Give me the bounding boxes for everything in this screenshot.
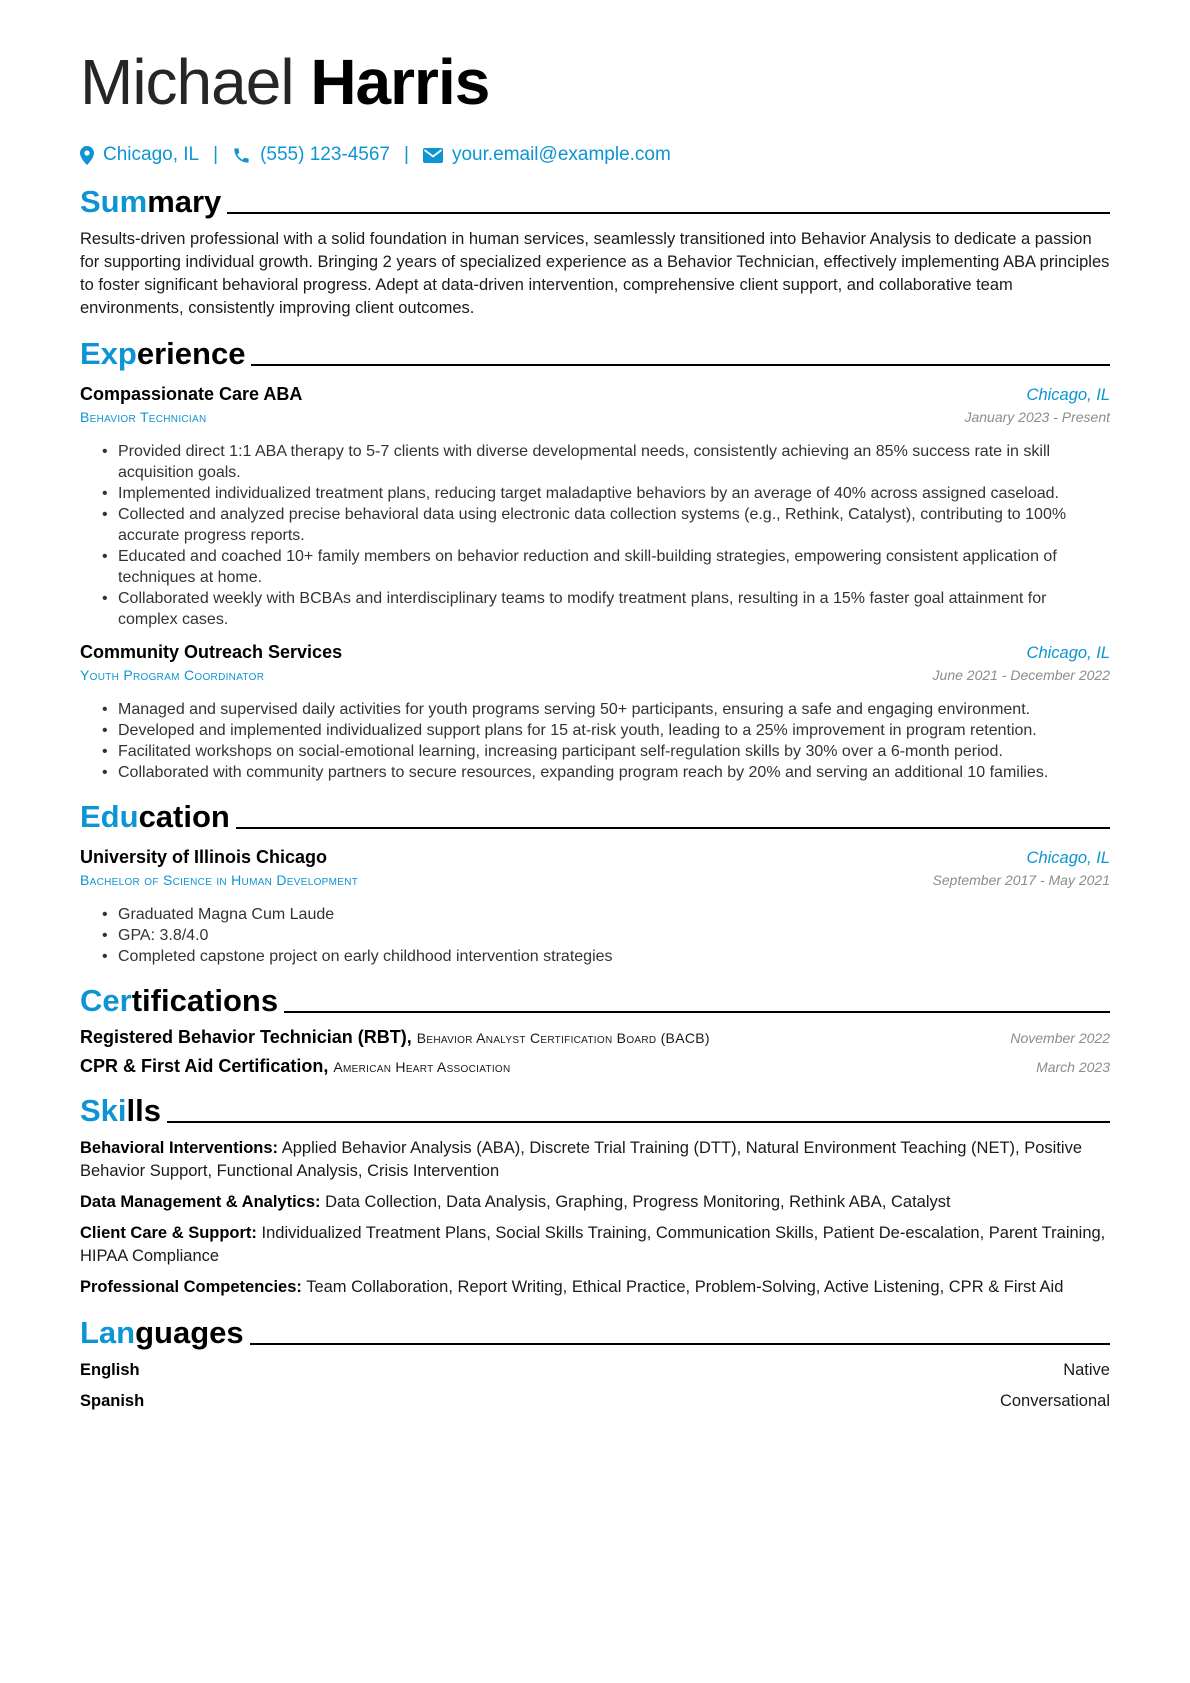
education-heading xyxy=(80,795,1110,835)
list-item: • Facilitated workshops on social-emotional learning, increasing participant self-regulation skills by 30% over a 6-month period. xyxy=(102,741,1110,762)
envelope-icon xyxy=(423,148,443,163)
job-organization: Compassionate Care ABA xyxy=(80,384,303,404)
section-title-rest: tifications xyxy=(131,983,279,1018)
job-dates: June 2021 - December 2022 xyxy=(932,667,1110,683)
section-title-accent: Cer xyxy=(80,983,132,1018)
comma: , xyxy=(323,1056,334,1076)
job-entry xyxy=(80,640,1110,783)
contact-separator: | xyxy=(404,144,409,165)
section-title xyxy=(80,1093,161,1129)
section-rule xyxy=(236,827,1110,829)
summary-text: Results-driven professional with a solid foundation in human services, seamlessly transitioned into Behavior Analysis to dedicate a passion for supporting individual growth. Bringing 2 years of specialized experience as a Behavior Technician, effectively implementing ABA principles to foster significant behavioral progress. Adept at data-driven intervention, comprehensive client support, and collaborative team environments, consistently improving client outcomes. xyxy=(80,230,1110,317)
list-item: • Collaborated weekly with BCBAs and interdisciplinary teams to modify treatment plans, resulting in a 15% faster goal attainment for complex cases. xyxy=(102,588,1110,630)
section-rule xyxy=(167,1121,1110,1123)
language-name: English xyxy=(80,1361,140,1379)
certification-item xyxy=(80,1056,1110,1077)
degree: Bachelor of Science in Human Development xyxy=(80,872,359,888)
last-name: Harris xyxy=(310,46,490,118)
section-title-rest: mary xyxy=(147,184,222,219)
list-item: • Developed and implemented individualized support plans for 15 at-risk youth, leading to a 25% improvement in program retention. xyxy=(102,720,1110,741)
section-title-accent: Lan xyxy=(80,1315,136,1350)
certification-name: Registered Behavior Technician (RBT) xyxy=(80,1027,407,1047)
certification-issuer: Behavior Analyst Certification Board (BACB) xyxy=(416,1030,710,1046)
section-rule xyxy=(284,1011,1110,1013)
skill-value: Data Collection, Data Analysis, Graphing, Progress Monitoring, Rethink ABA, Catalyst xyxy=(325,1193,951,1211)
certification-issuer: American Heart Association xyxy=(333,1059,511,1075)
list-item: • Collaborated with community partners to secure resources, expanding program reach by 20% and serving an additional 10 families. xyxy=(102,762,1110,783)
section-rule xyxy=(251,364,1110,366)
phone-text: (555) 123-4567 xyxy=(260,144,390,165)
comma: , xyxy=(406,1027,417,1047)
section-title xyxy=(80,799,230,835)
section-title xyxy=(80,184,221,220)
job-bullets xyxy=(80,699,1110,783)
section-title-accent: Ski xyxy=(80,1093,127,1128)
skill-label: Client Care & Support: xyxy=(80,1224,257,1242)
section-title-accent: Sum xyxy=(80,184,148,219)
contact-separator: | xyxy=(213,144,219,165)
section-title xyxy=(80,1315,244,1351)
languages-heading xyxy=(80,1311,1110,1351)
skill-value: Applied Behavior Analysis (ABA), Discrete Trial Training (DTT), Natural Environment Teaching (NET), Positive Behavior Support, Functional Analysis, Crisis Intervention xyxy=(80,1139,1082,1180)
skill-label: Data Management & Analytics: xyxy=(80,1193,321,1211)
skill-group xyxy=(80,1222,1110,1268)
skill-value: Individualized Treatment Plans, Social Skills Training, Communication Skills, Patient De-escalation, Parent Training, HIPAA Compliance xyxy=(80,1224,1106,1265)
school-name: University of Illinois Chicago xyxy=(80,847,328,867)
list-item: • Completed capstone project on early childhood intervention strategies xyxy=(102,946,1110,967)
job-dates: January 2023 - Present xyxy=(964,409,1110,425)
section-title-rest: erience xyxy=(136,336,246,371)
certification-name: CPR & First Aid Certification xyxy=(80,1056,324,1076)
candidate-name xyxy=(80,44,1110,120)
job-role: Youth Program Coordinator xyxy=(80,667,265,683)
skill-value: Team Collaboration, Report Writing, Ethical Practice, Problem-Solving, Active Listening, CPR & First Aid xyxy=(306,1278,1064,1296)
certifications-heading xyxy=(80,979,1110,1019)
list-item: • Managed and supervised daily activities for youth programs serving 50+ participants, ensuring a safe and engaging environment. xyxy=(102,699,1110,720)
contact-phone[interactable] xyxy=(232,144,390,166)
location-text: Chicago, IL xyxy=(103,144,200,165)
certification-date: March 2023 xyxy=(1036,1059,1110,1075)
language-level: Native xyxy=(1063,1361,1110,1379)
section-title-rest: cation xyxy=(138,799,230,834)
contact-bar xyxy=(80,142,1110,168)
language-name: Spanish xyxy=(80,1392,145,1410)
skill-group xyxy=(80,1137,1110,1183)
skill-group xyxy=(80,1276,1110,1299)
email-text: your.email@example.com xyxy=(451,144,671,165)
language-item xyxy=(80,1390,1110,1413)
certification-item xyxy=(80,1027,1110,1048)
job-organization: Community Outreach Services xyxy=(80,642,343,662)
first-name: Michael xyxy=(80,46,294,118)
education-dates: September 2017 - May 2021 xyxy=(932,872,1110,888)
contact-email[interactable] xyxy=(423,144,671,166)
map-pin-icon xyxy=(80,146,94,165)
phone-icon xyxy=(232,146,251,165)
job-bullets xyxy=(80,441,1110,630)
certification-date: November 2022 xyxy=(1010,1030,1110,1046)
list-item: • Graduated Magna Cum Laude xyxy=(102,904,1110,925)
skill-label: Professional Competencies: xyxy=(80,1278,302,1296)
skills-heading xyxy=(80,1089,1110,1129)
job-entry xyxy=(80,382,1110,630)
job-location: Chicago, IL xyxy=(1026,644,1110,662)
job-location: Chicago, IL xyxy=(1026,386,1110,404)
section-rule xyxy=(250,1343,1110,1345)
list-item: • GPA: 3.8/4.0 xyxy=(102,925,1110,946)
section-rule xyxy=(227,212,1110,214)
job-role: Behavior Technician xyxy=(80,409,207,425)
education-entry xyxy=(80,845,1110,967)
list-item: • Provided direct 1:1 ABA therapy to 5-7 clients with diverse developmental needs, consistently achieving an 85% success rate in skill acquisition goals. xyxy=(102,441,1110,483)
experience-heading xyxy=(80,332,1110,372)
section-title xyxy=(80,336,245,372)
skill-label: Behavioral Interventions: xyxy=(80,1139,279,1157)
section-title-accent: Edu xyxy=(80,799,139,834)
language-item xyxy=(80,1359,1110,1382)
section-title-rest: lls xyxy=(126,1093,161,1128)
summary-heading xyxy=(80,180,1110,220)
school-location: Chicago, IL xyxy=(1026,849,1110,867)
section-title xyxy=(80,983,278,1019)
section-title-rest: guages xyxy=(135,1315,244,1350)
language-level: Conversational xyxy=(999,1392,1110,1410)
list-item: • Collected and analyzed precise behavioral data using electronic data collection systems (e.g., Rethink, Catalyst), contributing to 100% accurate progress reports. xyxy=(102,504,1110,546)
skill-group xyxy=(80,1191,1110,1214)
list-item: • Implemented individualized treatment plans, reducing target maladaptive behaviors by an average of 40% across assigned caseload. xyxy=(102,483,1110,504)
section-title-accent: Exp xyxy=(80,336,137,371)
contact-location xyxy=(80,144,199,166)
education-bullets xyxy=(80,904,1110,967)
list-item: • Educated and coached 10+ family members on behavior reduction and skill-building strategies, empowering consistent application of techniques at home. xyxy=(102,546,1110,588)
